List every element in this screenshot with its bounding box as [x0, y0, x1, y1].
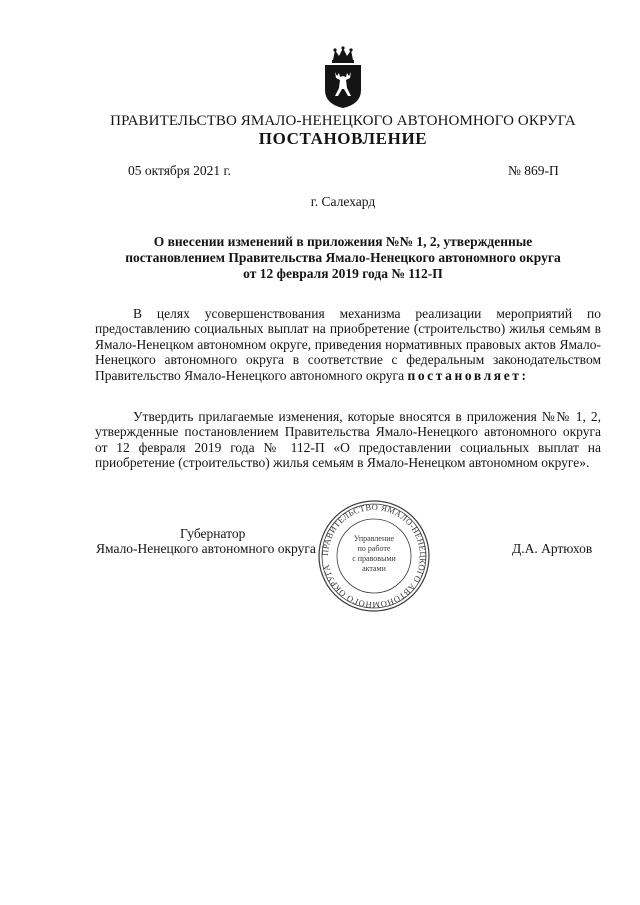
document-number: № 869-П — [508, 163, 559, 178]
subject-line: от 12 февраля 2019 года № 112-П — [243, 266, 443, 281]
resolves-keyword: постановляет: — [407, 367, 529, 383]
document-date: 05 октября 2021 г. — [128, 163, 231, 178]
subject-line: постановлением Правительства Ямало-Ненецкого автономного округа — [125, 250, 561, 265]
organization-name: ПРАВИТЕЛЬСТВО ЯМАЛО-НЕНЕЦКОГО АВТОНОМНОГО ОКРУГА — [110, 113, 576, 129]
stamp-outer-text: ПРАВИТЕЛЬСТВО ЯМАЛО-НЕНЕЦКОГО АВТОНОМНОГО ОКРУГА — [319, 501, 429, 611]
stamp-inner-line: по работе — [357, 544, 391, 553]
resolution-text: Утвердить прилагаемые изменения, которые вносятся в приложения №№ 1, 2, утвержденные постановлением Правительства Ямало-Ненецкого автономного округа от 12 февраля 2019 года № 112-П «О предоставлении социальных выплат на приобретение (строительство) жилья семьям в Ямало-Ненецком автономном округе». — [95, 409, 601, 471]
coat-of-arms-icon — [321, 46, 365, 110]
stamp-inner-line: с правовыми — [352, 554, 396, 563]
document-type: ПОСТАНОВЛЕНИЕ — [258, 129, 428, 148]
signatory-name: Д.А. Артюхов — [512, 541, 593, 556]
stamp-inner-line: актами — [362, 564, 386, 573]
preamble-text: В целях усовершенствования механизма реализации мероприятий по предоставлению социальных выплат на приобретение (строительство) жилья семьям в Ямало-Ненецком автономном округе, приведения нормативных правовых актов Ямало-Ненецкого автономного округа в соответствие с федеральным законодательством Правительство Ямало-Ненецкого автономного округа — [95, 306, 601, 383]
official-stamp — [300, 498, 448, 614]
stamp-inner-line: Управление — [353, 534, 395, 543]
preamble-paragraph — [95, 306, 601, 383]
document-city: г. Салехард — [310, 194, 376, 209]
subject-line: О внесении изменений в приложения №№ 1, 2, утвержденные — [153, 234, 533, 249]
signatory-region: Ямало-Ненецкого автономного округа — [96, 541, 316, 556]
signatory-title: Губернатор — [180, 526, 246, 541]
resolution-paragraph — [95, 409, 601, 471]
document-subject — [120, 234, 566, 282]
